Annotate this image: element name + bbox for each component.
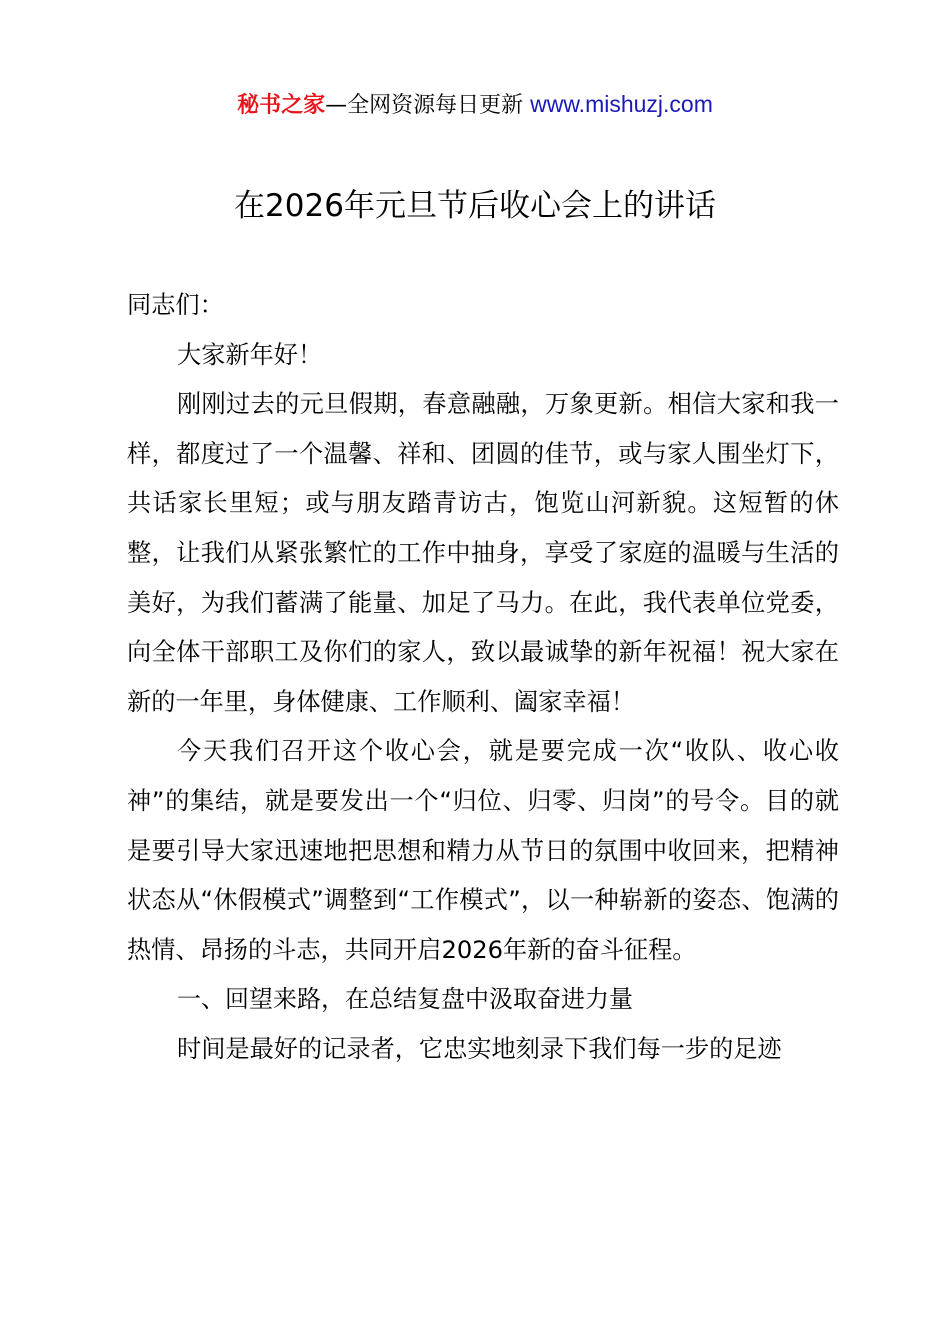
brand-name: 秘书之家 [237, 93, 326, 118]
header-tagline: —全网资源每日更新 [325, 93, 524, 118]
greeting: 大家新年好！ [177, 340, 323, 369]
paragraph-3: 时间是最好的记录者，它忠实地刻录下我们每一步的足迹 [177, 1034, 782, 1063]
site-url-link[interactable]: www.mishuzj.com [530, 91, 713, 117]
section-heading: 一、回望来路，在总结复盘中汲取奋进力量 [177, 985, 633, 1014]
document-body [127, 281, 839, 1075]
paragraph-1: 刚刚过去的元旦假期，春意融融，万象更新。相信大家和我一样，都度过了一个温馨、祥和、团圆的佳节，或与家人围坐灯下，共话家长里短；或与朋友踏青访古，饱览山河新貌。这短暂的休整，让我们从紧张繁忙的工作中抽身，享受了家庭的温暖与生活的美好，为我们蓄满了能量、加足了马力。在此，我代表单位党委，向全体干部职工及你们的家人，致以最诚挚的新年祝福！祝大家在新的一年里，身体健康、工作顺利、阖家幸福！ [127, 390, 839, 716]
salutation: 同志们： [127, 291, 224, 319]
paragraph-2: 今天我们召开这个收心会，就是要完成一次“收队、收心收神”的集结，就是要发出一个“归位、归零、归岗”的号令。目的就是要引导大家迅速地把思想和精力从节日的氛围中收回来，把精神状态从“休假模式”调整到“工作模式”，以一种崭新的姿态、饱满的热情、昂扬的斗志，共同开启2026年新的奋斗征程。 [127, 737, 839, 964]
site-header [0, 86, 950, 124]
document-title: 在2026年元旦节后收心会上的讲话 [234, 188, 716, 224]
